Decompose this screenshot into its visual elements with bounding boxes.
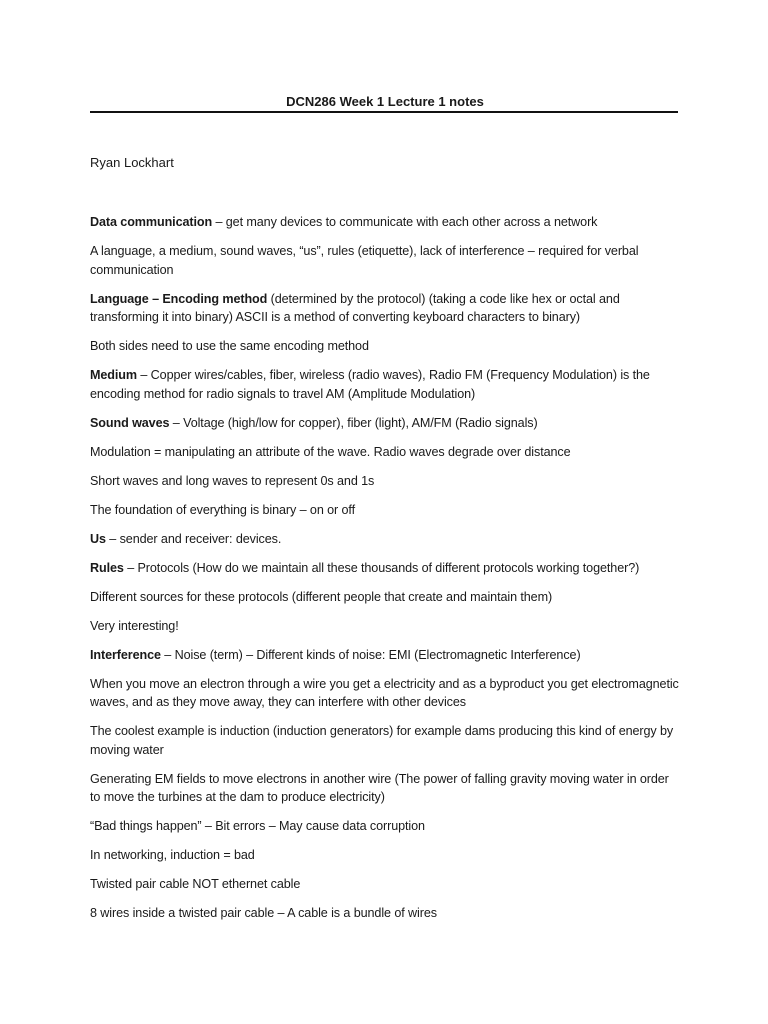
note-paragraph (90, 443, 680, 462)
note-paragraph (90, 675, 680, 712)
note-paragraph (90, 366, 680, 403)
note-paragraph (90, 617, 680, 636)
note-text: “Bad things happen” – Bit errors – May cause data corruption (90, 819, 425, 833)
note-text: Twisted pair cable NOT ethernet cable (90, 877, 301, 891)
note-text: – Noise (term) – Different kinds of noise: EMI (Electromagnetic Interference) (160, 647, 581, 662)
note-text: In networking, induction = bad (90, 848, 255, 862)
note-paragraph (90, 646, 680, 665)
note-text: Different sources for these protocols (different people that create and maintain them) (90, 589, 553, 604)
note-paragraph (90, 722, 680, 759)
note-term: Rules (90, 560, 124, 575)
note-paragraph (90, 242, 680, 279)
note-text: The foundation of everything is binary – on or off (90, 502, 356, 517)
note-paragraph (90, 875, 680, 894)
note-term: Language – Encoding method (90, 291, 268, 306)
note-paragraph (90, 817, 680, 836)
note-paragraph (90, 213, 680, 232)
note-text: – Protocols (How do we maintain all these thousands of different protocols working together?) (123, 560, 640, 575)
note-term: Sound waves (90, 415, 170, 430)
note-text: – get many devices to communicate with each other across a network (212, 215, 598, 229)
note-text: Generating EM fields to move electrons in another wire (The power of falling gravity moving water in order to move the turbines at the dam to produce electricity) (90, 771, 669, 804)
note-text: (determined by the protocol) (taking a code like hex or octal and transforming it into binary) ASCII is a method of converting keyboard characters to binary) (90, 291, 620, 324)
note-paragraph (90, 414, 680, 433)
note-paragraph (90, 290, 680, 327)
notes-body (90, 213, 680, 933)
note-text: Both sides need to use the same encoding method (90, 339, 369, 353)
note-text: – sender and receiver: devices. (105, 531, 282, 546)
note-term: Data communication (90, 215, 213, 229)
note-term: Medium (90, 368, 137, 382)
note-text: A language, a medium, sound waves, “us”, rules (etiquette), lack of interference – required for verbal communication (90, 244, 639, 277)
note-paragraph (90, 337, 680, 356)
note-term: Interference (90, 647, 161, 662)
note-text: 8 wires inside a twisted pair cable – A cable is a bundle of wires (90, 906, 437, 920)
note-text: The coolest example is induction (induction generators) for example dams producing this kind of energy by moving water (90, 724, 674, 757)
note-paragraph (90, 904, 680, 923)
note-paragraph (90, 588, 680, 607)
note-term: Us (90, 531, 106, 546)
note-text: Very interesting! (90, 618, 179, 633)
author-name: Ryan Lockhart (90, 155, 174, 170)
note-paragraph (90, 846, 680, 865)
page-title: DCN286 Week 1 Lecture 1 notes (286, 94, 484, 109)
title-underline (90, 111, 678, 113)
note-text: When you move an electron through a wire you get a electricity and as a byproduct you get electromagnetic waves, and as they move away, they can interfere with other devices (90, 676, 679, 709)
note-paragraph (90, 559, 680, 578)
note-text: Short waves and long waves to represent 0s and 1s (90, 473, 375, 488)
note-paragraph (90, 501, 680, 520)
note-text: – Voltage (high/low for copper), fiber (light), AM/FM (Radio signals) (169, 415, 538, 430)
note-text: Modulation = manipulating an attribute of the wave. Radio waves degrade over distance (90, 444, 571, 459)
note-paragraph (90, 770, 680, 807)
note-paragraph (90, 472, 680, 491)
note-text: – Copper wires/cables, fiber, wireless (radio waves), Radio FM (Frequency Modulation) is the encoding method for radio signals to travel AM (Amplitude Modulation) (90, 368, 650, 401)
note-paragraph (90, 530, 680, 549)
